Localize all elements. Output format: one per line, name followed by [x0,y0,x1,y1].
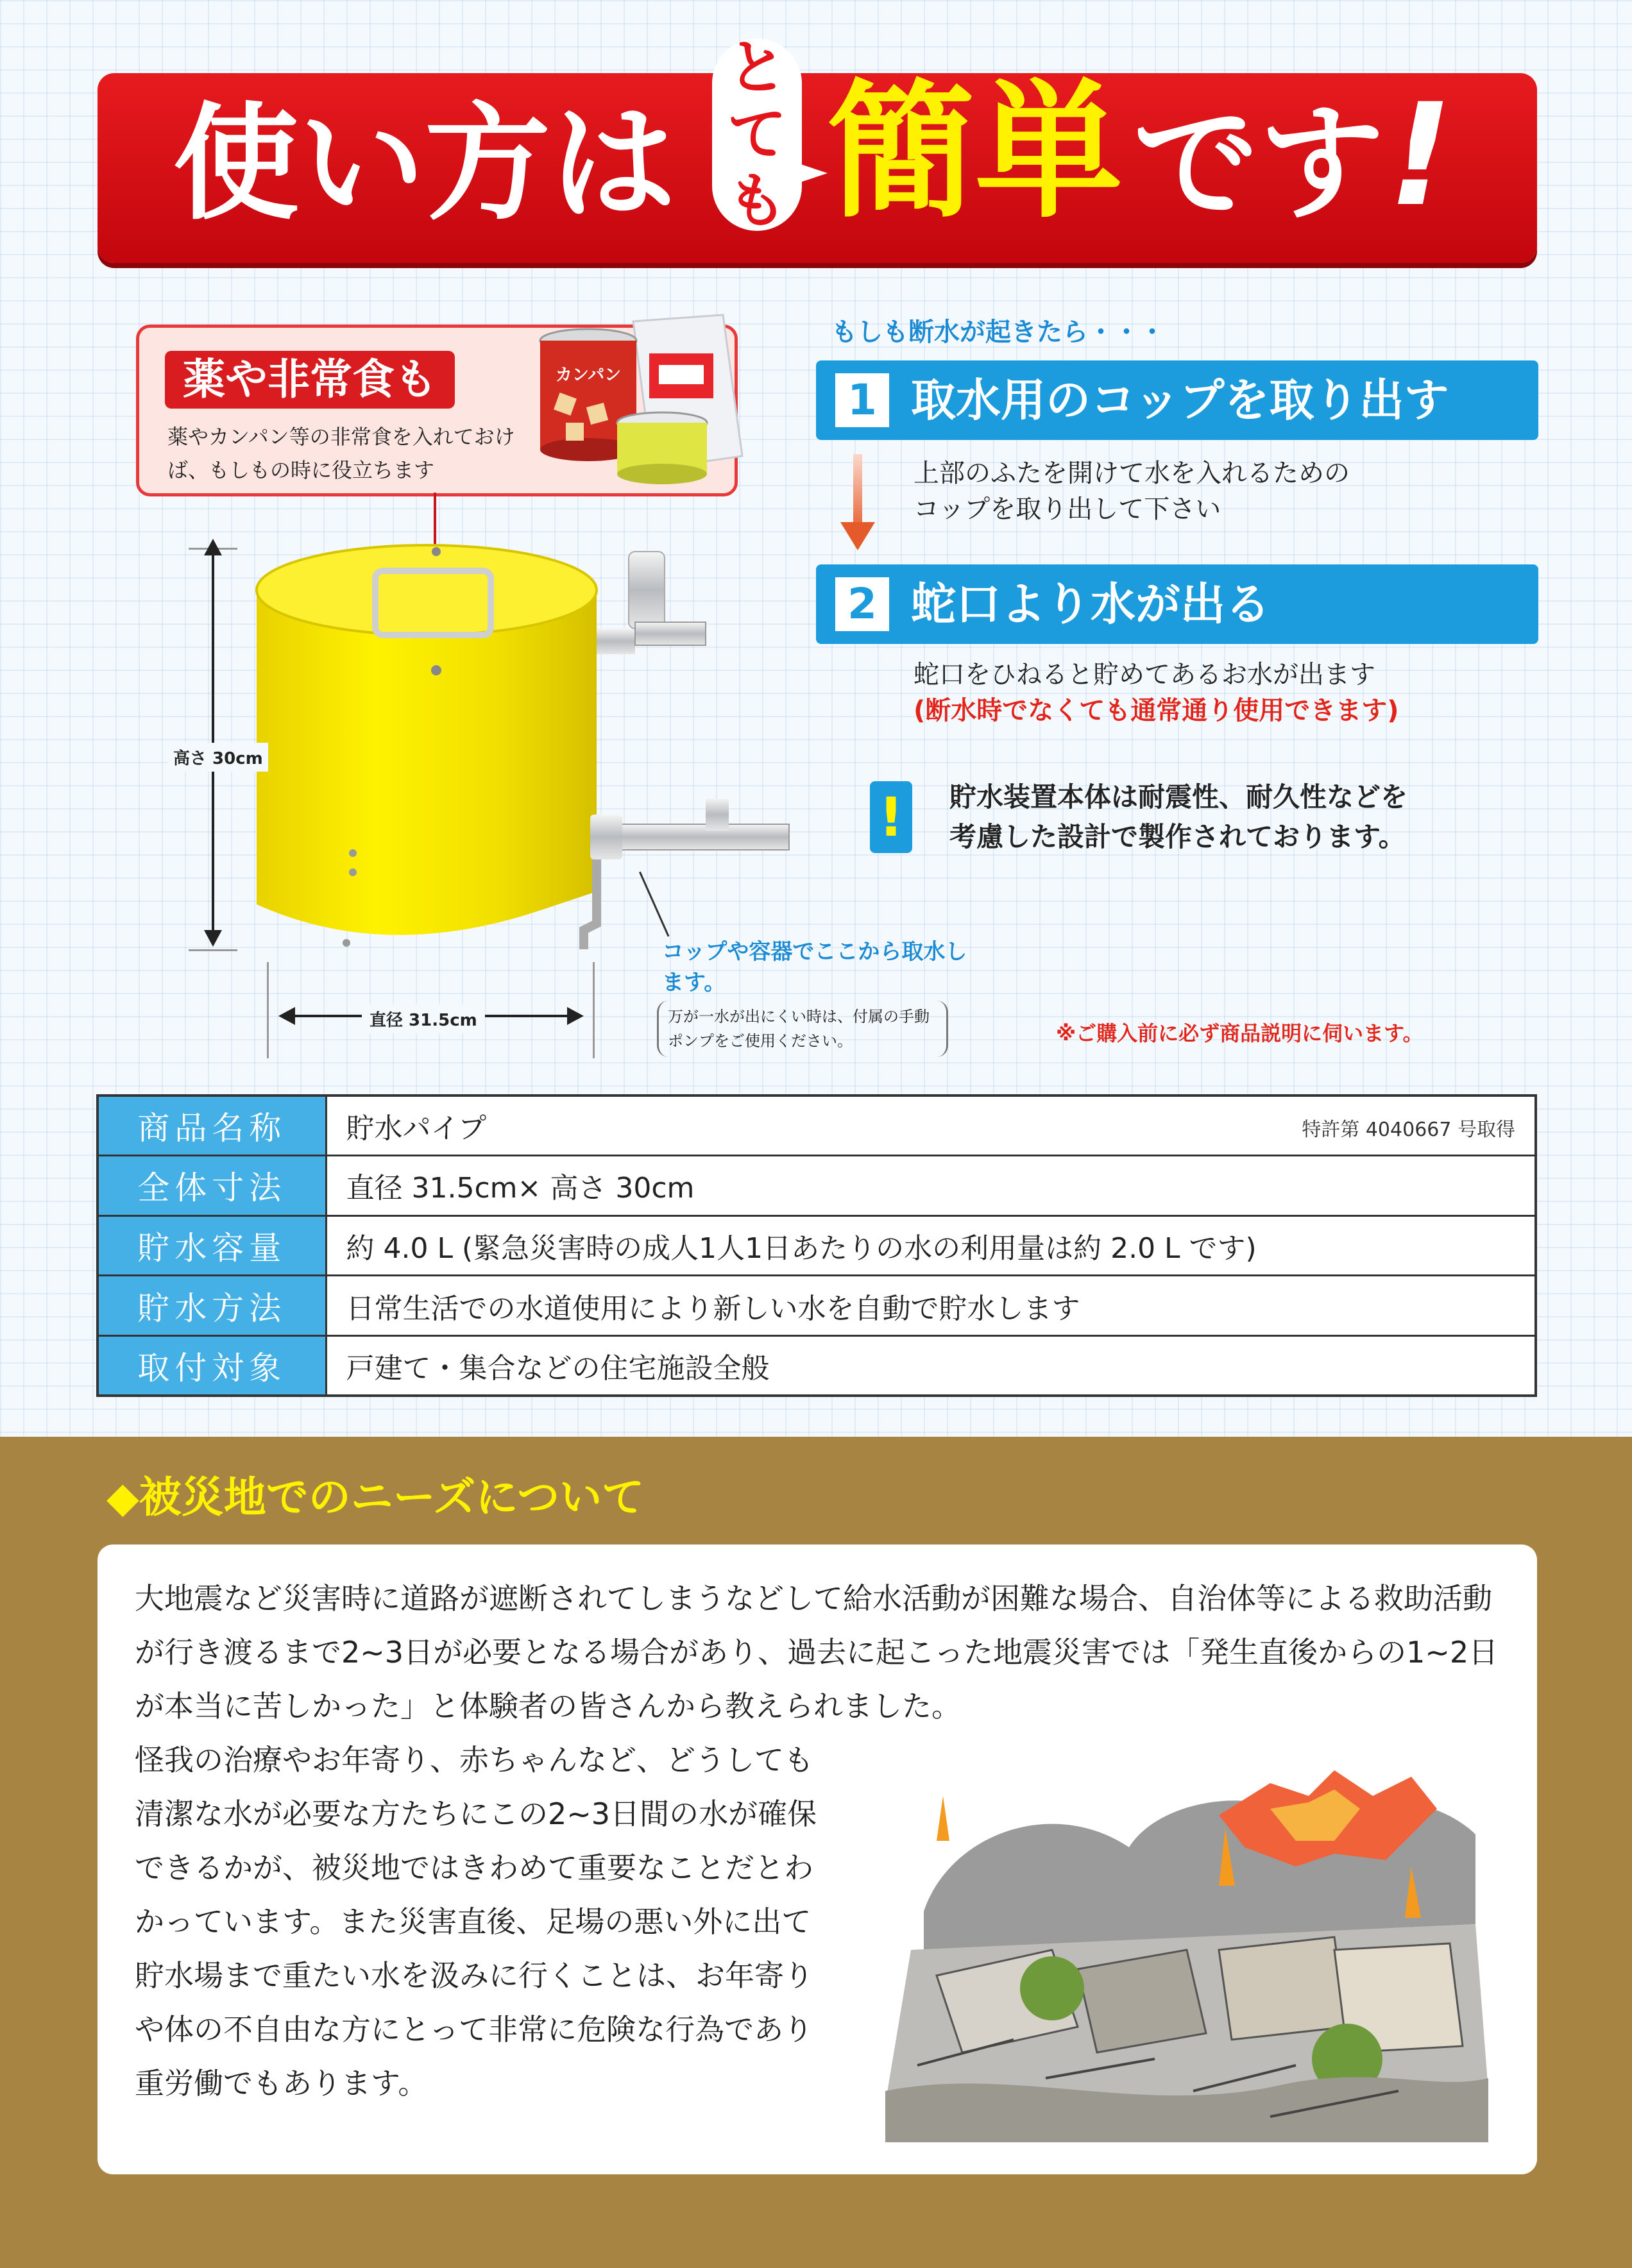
durability-notice [949,777,1407,857]
width-label: 直径 31.5cm [362,1004,485,1033]
arrow-up-icon [204,539,222,555]
totemo-char-3: も [727,167,786,235]
table-row [98,1335,1536,1396]
spec-key: 取付対象 [98,1335,326,1396]
table-row [98,1215,1536,1276]
spec-value: 直径 31.5cm× 高さ 30cm [326,1156,1536,1216]
spec-value: 戸建て・集合などの住宅施設全般 [326,1335,1536,1396]
step-2-desc-note: (断水時でなくても通常通り使用できます) [914,696,1399,725]
table-row [98,1156,1536,1216]
arrow-left-icon [278,1007,295,1025]
height-label: 高さ 30cm [168,743,268,772]
step-arrow-shaft [853,454,862,525]
tap-note: コップや容器でここから取水します。 [662,939,967,995]
title-text-part1: 使い方は [173,91,677,237]
water-storage-tank-photo [218,513,795,975]
purchase-note: ※ご購入前に必ず商品説明に伺います。 [1056,1021,1424,1045]
arrow-down-icon [204,930,222,947]
tap-subnote: 万が一水が出にくい時は、付属の手動ポンプをご使用ください。 [657,1001,948,1057]
earthquake-disaster-illustration [885,1757,1488,2142]
spec-key: 全体寸法 [98,1156,326,1216]
steps-intro: もしも断水が起きたら・・・ [831,317,1165,347]
spec-key: 貯水方法 [98,1276,326,1336]
dimension-guide-left [267,962,269,1058]
totemo-char-1: と [727,33,786,102]
spec-key: 貯水容量 [98,1215,326,1276]
step-1-desc-line-2: コップを取り出して下さい [914,495,1221,524]
step-2-label: 蛇口より水が出る [911,578,1270,630]
step-1-number: 1 [835,373,889,427]
callout-description: 薬やカンパン等の非常食を入れておけば、もしもの時に役立ちます [167,425,515,482]
title-text-part3: です [1133,91,1385,237]
spec-value: 約 4.0 L (緊急災害時の成人1人1日あたりの水の利用量は約 2.0 L です) [326,1215,1536,1276]
emergency-food-callout [136,325,738,496]
emergency-food-illustration [505,309,749,495]
step-1-label: 取水用のコップを取り出す [911,374,1449,427]
needs-heading: ◆被災地でのニーズについて [106,1473,645,1522]
exclamation-icon: ! [870,781,912,853]
notice-line-2: 考慮した設計で製作されております。 [949,821,1406,852]
spec-value-text: 貯水パイプ [346,1112,487,1146]
can-label: カンパン [555,366,622,385]
title-exclaim: ! [1388,73,1453,237]
step-2-description [914,657,1399,729]
step-2-header [816,564,1538,644]
step-2-desc-line-1: 蛇口をひねると貯めてあるお水が出ます [914,660,1375,690]
table-row [98,1276,1536,1336]
product-spec-table [96,1094,1537,1397]
step-1-description [914,455,1350,527]
patent-note: 特許第 4040667 号取得 [1302,1119,1515,1141]
step-1-desc-line-1: 上部のふたを開けて水を入れるための [914,459,1350,488]
arrow-down-icon [840,522,875,550]
spec-key: 商品名称 [98,1096,326,1156]
notice-line-1: 貯水装置本体は耐震性、耐久性などを [949,781,1408,813]
dimension-guide-bottom [189,949,237,951]
step-1-header [816,360,1538,440]
totemo-speech-bubble [712,33,802,235]
arrow-right-icon [567,1007,584,1025]
step-2-number: 2 [835,577,889,631]
spec-value: 日常生活での水道使用により新しい水を自動で貯水します [326,1276,1536,1336]
totemo-char-2: て [727,100,786,169]
needs-lead-paragraph: 大地震など災害時に道路が遮断されてしまうなどして給水活動が困難な場合、自治体等による救助活動が行き渡るまで2~3日が必要となる場合があり、過去に起こった地震災害では「発生直後からの1~2日が本当に苦しかった」と体験者の皆さんから教えられました。 [135,1581,1499,1723]
dimension-guide-right [593,962,595,1058]
title-text-kan: 簡単 [828,67,1123,238]
spec-value [326,1096,1536,1156]
table-row [98,1096,1536,1156]
needs-side-paragraph: 怪我の治療やお年寄り、赤ちゃんなど、どうしても清潔な水が必要な方たちにこの2~3日間の水が確保できるかが、被災地ではきわめて重要なことだとわかっています。また災害直後、足場の悪い外に出て貯水場まで重たい水を汲みに行くことは、お年寄りや体の不自由な方にとって非常に危険な行為であり重労働でもあります。 [135,1743,817,2101]
callout-tag: 薬や非常食も [165,351,455,409]
